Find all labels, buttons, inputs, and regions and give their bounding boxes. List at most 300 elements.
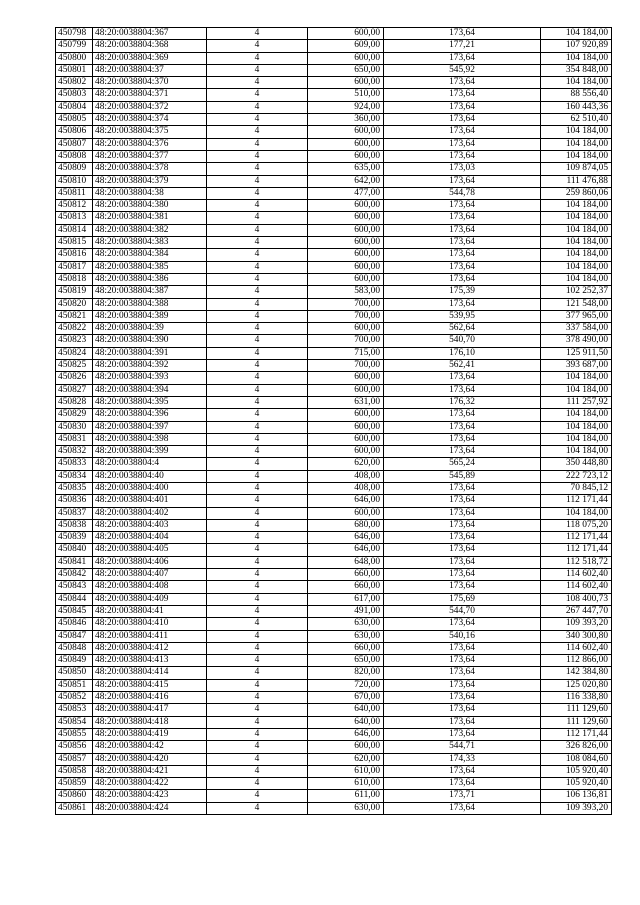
- specific-value-cell: 173,64: [384, 175, 541, 187]
- cadastral-value-table: [55, 27, 612, 815]
- specific-value-cell: 175,39: [384, 286, 541, 298]
- cadastral-value-cell: 142 384,80: [541, 667, 612, 679]
- cadastral-number-cell: 48:20:0038804:400: [93, 482, 207, 494]
- cadastral-value-cell: 107 920,89: [541, 40, 612, 52]
- specific-value-cell: 173,64: [384, 126, 541, 138]
- row-number-cell: 450834: [56, 470, 93, 482]
- cadastral-value-cell: 108 084,60: [541, 753, 612, 765]
- category-cell: 4: [207, 249, 308, 261]
- specific-value-cell: 173,64: [384, 802, 541, 814]
- row-number-cell: 450845: [56, 605, 93, 617]
- table-row: [56, 569, 612, 581]
- table-row: [56, 138, 612, 150]
- cadastral-number-cell: 48:20:0038804:4: [93, 458, 207, 470]
- row-number-cell: 450836: [56, 495, 93, 507]
- category-cell: 4: [207, 605, 308, 617]
- row-number-cell: 450852: [56, 692, 93, 704]
- cadastral-number-cell: 48:20:0038804:384: [93, 249, 207, 261]
- area-cell: 642,00: [308, 175, 384, 187]
- area-cell: 650,00: [308, 64, 384, 76]
- table-row: [56, 679, 612, 691]
- area-cell: 670,00: [308, 692, 384, 704]
- specific-value-cell: 173,64: [384, 507, 541, 519]
- table-row: [56, 433, 612, 445]
- cadastral-value-cell: 125 020,80: [541, 679, 612, 691]
- row-number-cell: 450808: [56, 150, 93, 162]
- specific-value-cell: 173,64: [384, 495, 541, 507]
- cadastral-number-cell: 48:20:0038804:371: [93, 89, 207, 101]
- table-row: [56, 64, 612, 76]
- area-cell: 620,00: [308, 753, 384, 765]
- area-cell: 630,00: [308, 630, 384, 642]
- row-number-cell: 450813: [56, 212, 93, 224]
- category-cell: 4: [207, 421, 308, 433]
- table-row: [56, 519, 612, 531]
- specific-value-cell: 173,64: [384, 28, 541, 40]
- area-cell: 600,00: [308, 150, 384, 162]
- area-cell: 600,00: [308, 237, 384, 249]
- table-row: [56, 372, 612, 384]
- category-cell: 4: [207, 237, 308, 249]
- cadastral-value-cell: 70 845,12: [541, 482, 612, 494]
- row-number-cell: 450844: [56, 593, 93, 605]
- cadastral-value-cell: 104 184,00: [541, 507, 612, 519]
- table-row: [56, 200, 612, 212]
- category-cell: 4: [207, 753, 308, 765]
- cadastral-number-cell: 48:20:0038804:420: [93, 753, 207, 765]
- cadastral-number-cell: 48:20:0038804:376: [93, 138, 207, 150]
- table-row: [56, 101, 612, 113]
- cadastral-value-cell: 104 184,00: [541, 446, 612, 458]
- cadastral-value-cell: 112 171,44: [541, 532, 612, 544]
- area-cell: 600,00: [308, 138, 384, 150]
- table-row: [56, 802, 612, 814]
- cadastral-value-cell: 105 920,40: [541, 778, 612, 790]
- area-cell: 510,00: [308, 89, 384, 101]
- cadastral-number-cell: 48:20:0038804:406: [93, 556, 207, 568]
- cadastral-number-cell: 48:20:0038804:385: [93, 261, 207, 273]
- specific-value-cell: 173,64: [384, 200, 541, 212]
- cadastral-value-cell: 104 184,00: [541, 77, 612, 89]
- area-cell: 680,00: [308, 519, 384, 531]
- table-row: [56, 765, 612, 777]
- cadastral-number-cell: 48:20:0038804:39: [93, 323, 207, 335]
- cadastral-value-cell: 104 184,00: [541, 200, 612, 212]
- cadastral-number-cell: 48:20:0038804:422: [93, 778, 207, 790]
- row-number-cell: 450801: [56, 64, 93, 76]
- row-number-cell: 450833: [56, 458, 93, 470]
- category-cell: 4: [207, 716, 308, 728]
- row-number-cell: 450830: [56, 421, 93, 433]
- row-number-cell: 450841: [56, 556, 93, 568]
- table-row: [56, 581, 612, 593]
- cadastral-value-cell: 104 184,00: [541, 249, 612, 261]
- category-cell: 4: [207, 150, 308, 162]
- row-number-cell: 450820: [56, 298, 93, 310]
- specific-value-cell: 173,64: [384, 556, 541, 568]
- specific-value-cell: 173,64: [384, 237, 541, 249]
- category-cell: 4: [207, 163, 308, 175]
- cadastral-number-cell: 48:20:0038804:41: [93, 605, 207, 617]
- category-cell: 4: [207, 692, 308, 704]
- cadastral-number-cell: 48:20:0038804:383: [93, 237, 207, 249]
- table-row: [56, 507, 612, 519]
- category-cell: 4: [207, 200, 308, 212]
- category-cell: 4: [207, 212, 308, 224]
- table-row: [56, 618, 612, 630]
- row-number-cell: 450832: [56, 446, 93, 458]
- table-row: [56, 77, 612, 89]
- cadastral-value-cell: 104 184,00: [541, 237, 612, 249]
- cadastral-number-cell: 48:20:0038804:394: [93, 384, 207, 396]
- specific-value-cell: 173,64: [384, 89, 541, 101]
- cadastral-number-cell: 48:20:0038804:377: [93, 150, 207, 162]
- category-cell: 4: [207, 728, 308, 740]
- area-cell: 600,00: [308, 224, 384, 236]
- row-number-cell: 450806: [56, 126, 93, 138]
- table-row: [56, 446, 612, 458]
- area-cell: 600,00: [308, 446, 384, 458]
- cadastral-value-cell: 104 184,00: [541, 409, 612, 421]
- cadastral-number-cell: 48:20:0038804:378: [93, 163, 207, 175]
- cadastral-value-cell: 111 476,88: [541, 175, 612, 187]
- area-cell: 700,00: [308, 335, 384, 347]
- category-cell: 4: [207, 28, 308, 40]
- table-row: [56, 482, 612, 494]
- cadastral-value-cell: 104 184,00: [541, 273, 612, 285]
- specific-value-cell: 175,69: [384, 593, 541, 605]
- cadastral-number-cell: 48:20:0038804:423: [93, 790, 207, 802]
- specific-value-cell: 173,64: [384, 150, 541, 162]
- specific-value-cell: 173,64: [384, 581, 541, 593]
- row-number-cell: 450805: [56, 114, 93, 126]
- area-cell: 640,00: [308, 704, 384, 716]
- row-number-cell: 450826: [56, 372, 93, 384]
- category-cell: 4: [207, 101, 308, 113]
- area-cell: 600,00: [308, 212, 384, 224]
- area-cell: 583,00: [308, 286, 384, 298]
- cadastral-value-cell: 104 184,00: [541, 261, 612, 273]
- table-row: [56, 261, 612, 273]
- specific-value-cell: 173,64: [384, 642, 541, 654]
- area-cell: 610,00: [308, 778, 384, 790]
- row-number-cell: 450814: [56, 224, 93, 236]
- area-cell: 600,00: [308, 126, 384, 138]
- row-number-cell: 450807: [56, 138, 93, 150]
- area-cell: 617,00: [308, 593, 384, 605]
- category-cell: 4: [207, 495, 308, 507]
- area-cell: 924,00: [308, 101, 384, 113]
- area-cell: 610,00: [308, 765, 384, 777]
- table-row: [56, 323, 612, 335]
- table-row: [56, 593, 612, 605]
- specific-value-cell: 176,32: [384, 396, 541, 408]
- row-number-cell: 450850: [56, 667, 93, 679]
- area-cell: 600,00: [308, 741, 384, 753]
- area-cell: 620,00: [308, 458, 384, 470]
- specific-value-cell: 562,64: [384, 323, 541, 335]
- area-cell: 700,00: [308, 310, 384, 322]
- table-row: [56, 286, 612, 298]
- cadastral-value-cell: 340 300,80: [541, 630, 612, 642]
- cadastral-number-cell: 48:20:0038804:387: [93, 286, 207, 298]
- specific-value-cell: 173,64: [384, 519, 541, 531]
- table-row: [56, 544, 612, 556]
- area-cell: 477,00: [308, 187, 384, 199]
- cadastral-value-cell: 104 184,00: [541, 150, 612, 162]
- row-number-cell: 450855: [56, 728, 93, 740]
- cadastral-value-cell: 112 518,72: [541, 556, 612, 568]
- table-row: [56, 114, 612, 126]
- cadastral-number-cell: 48:20:0038804:405: [93, 544, 207, 556]
- area-cell: 635,00: [308, 163, 384, 175]
- category-cell: 4: [207, 40, 308, 52]
- cadastral-number-cell: 48:20:0038804:374: [93, 114, 207, 126]
- area-cell: 660,00: [308, 569, 384, 581]
- specific-value-cell: 173,64: [384, 679, 541, 691]
- cadastral-number-cell: 48:20:0038804:398: [93, 433, 207, 445]
- row-number-cell: 450802: [56, 77, 93, 89]
- specific-value-cell: 173,64: [384, 692, 541, 704]
- category-cell: 4: [207, 298, 308, 310]
- table-row: [56, 187, 612, 199]
- cadastral-value-cell: 354 848,00: [541, 64, 612, 76]
- row-number-cell: 450798: [56, 28, 93, 40]
- table-row: [56, 716, 612, 728]
- cadastral-value-cell: 112 171,44: [541, 544, 612, 556]
- specific-value-cell: 173,64: [384, 716, 541, 728]
- specific-value-cell: 173,64: [384, 212, 541, 224]
- specific-value-cell: 176,10: [384, 347, 541, 359]
- cadastral-value-cell: 109 393,20: [541, 618, 612, 630]
- cadastral-value-cell: 104 184,00: [541, 212, 612, 224]
- row-number-cell: 450823: [56, 335, 93, 347]
- table-row: [56, 642, 612, 654]
- cadastral-value-cell: 121 548,00: [541, 298, 612, 310]
- table-row: [56, 212, 612, 224]
- area-cell: 600,00: [308, 52, 384, 64]
- specific-value-cell: 173,64: [384, 372, 541, 384]
- table-row: [56, 28, 612, 40]
- category-cell: 4: [207, 360, 308, 372]
- specific-value-cell: 544,78: [384, 187, 541, 199]
- cadastral-value-cell: 118 075,20: [541, 519, 612, 531]
- cadastral-value-cell: 111 257,92: [541, 396, 612, 408]
- cadastral-value-cell: 109 874,05: [541, 163, 612, 175]
- cadastral-value-cell: 104 184,00: [541, 28, 612, 40]
- row-number-cell: 450817: [56, 261, 93, 273]
- cadastral-value-cell: 378 490,00: [541, 335, 612, 347]
- row-number-cell: 450837: [56, 507, 93, 519]
- specific-value-cell: 173,64: [384, 114, 541, 126]
- cadastral-number-cell: 48:20:0038804:415: [93, 679, 207, 691]
- cadastral-number-cell: 48:20:0038804:411: [93, 630, 207, 642]
- cadastral-number-cell: 48:20:0038804:375: [93, 126, 207, 138]
- specific-value-cell: 562,41: [384, 360, 541, 372]
- category-cell: 4: [207, 532, 308, 544]
- specific-value-cell: 173,64: [384, 261, 541, 273]
- cadastral-value-cell: 62 510,40: [541, 114, 612, 126]
- cadastral-value-cell: 104 184,00: [541, 421, 612, 433]
- table-row: [56, 470, 612, 482]
- category-cell: 4: [207, 741, 308, 753]
- category-cell: 4: [207, 642, 308, 654]
- row-number-cell: 450809: [56, 163, 93, 175]
- specific-value-cell: 173,64: [384, 52, 541, 64]
- category-cell: 4: [207, 273, 308, 285]
- area-cell: 646,00: [308, 495, 384, 507]
- specific-value-cell: 540,70: [384, 335, 541, 347]
- category-cell: 4: [207, 224, 308, 236]
- cadastral-number-cell: 48:20:0038804:409: [93, 593, 207, 605]
- category-cell: 4: [207, 765, 308, 777]
- area-cell: 408,00: [308, 482, 384, 494]
- cadastral-number-cell: 48:20:0038804:399: [93, 446, 207, 458]
- area-cell: 630,00: [308, 618, 384, 630]
- row-number-cell: 450812: [56, 200, 93, 212]
- category-cell: 4: [207, 593, 308, 605]
- row-number-cell: 450846: [56, 618, 93, 630]
- row-number-cell: 450843: [56, 581, 93, 593]
- cadastral-value-cell: 112 866,00: [541, 655, 612, 667]
- cadastral-number-cell: 48:20:0038804:408: [93, 581, 207, 593]
- cadastral-number-cell: 48:20:0038804:403: [93, 519, 207, 531]
- category-cell: 4: [207, 507, 308, 519]
- specific-value-cell: 173,64: [384, 446, 541, 458]
- row-number-cell: 450860: [56, 790, 93, 802]
- area-cell: 600,00: [308, 200, 384, 212]
- table-row: [56, 175, 612, 187]
- cadastral-value-cell: 104 184,00: [541, 433, 612, 445]
- specific-value-cell: 173,64: [384, 667, 541, 679]
- row-number-cell: 450804: [56, 101, 93, 113]
- table-row: [56, 298, 612, 310]
- row-number-cell: 450822: [56, 323, 93, 335]
- row-number-cell: 450835: [56, 482, 93, 494]
- area-cell: 600,00: [308, 273, 384, 285]
- category-cell: 4: [207, 335, 308, 347]
- row-number-cell: 450851: [56, 679, 93, 691]
- row-number-cell: 450861: [56, 802, 93, 814]
- cadastral-number-cell: 48:20:0038804:367: [93, 28, 207, 40]
- area-cell: 631,00: [308, 396, 384, 408]
- row-number-cell: 450839: [56, 532, 93, 544]
- row-number-cell: 450857: [56, 753, 93, 765]
- category-cell: 4: [207, 89, 308, 101]
- category-cell: 4: [207, 482, 308, 494]
- cadastral-value-cell: 104 184,00: [541, 372, 612, 384]
- cadastral-number-cell: 48:20:0038804:393: [93, 372, 207, 384]
- specific-value-cell: 177,21: [384, 40, 541, 52]
- category-cell: 4: [207, 323, 308, 335]
- area-cell: 360,00: [308, 114, 384, 126]
- cadastral-value-cell: 102 252,37: [541, 286, 612, 298]
- specific-value-cell: 565,24: [384, 458, 541, 470]
- table-row: [56, 360, 612, 372]
- cadastral-number-cell: 48:20:0038804:417: [93, 704, 207, 716]
- specific-value-cell: 173,64: [384, 765, 541, 777]
- table-row: [56, 458, 612, 470]
- cadastral-value-cell: 114 602,40: [541, 581, 612, 593]
- category-cell: 4: [207, 433, 308, 445]
- cadastral-value-cell: 106 136,81: [541, 790, 612, 802]
- category-cell: 4: [207, 52, 308, 64]
- table-row: [56, 409, 612, 421]
- cadastral-number-cell: 48:20:0038804:412: [93, 642, 207, 654]
- area-cell: 700,00: [308, 360, 384, 372]
- cadastral-value-cell: 350 448,80: [541, 458, 612, 470]
- cadastral-value-cell: 104 184,00: [541, 138, 612, 150]
- row-number-cell: 450840: [56, 544, 93, 556]
- cadastral-value-cell: 104 184,00: [541, 52, 612, 64]
- table-row: [56, 655, 612, 667]
- specific-value-cell: 173,64: [384, 544, 541, 556]
- cadastral-number-cell: 48:20:0038804:369: [93, 52, 207, 64]
- cadastral-number-cell: 48:20:0038804:401: [93, 495, 207, 507]
- cadastral-number-cell: 48:20:0038804:40: [93, 470, 207, 482]
- area-cell: 648,00: [308, 556, 384, 568]
- specific-value-cell: 173,64: [384, 273, 541, 285]
- table-row: [56, 778, 612, 790]
- specific-value-cell: 544,70: [384, 605, 541, 617]
- table-row: [56, 273, 612, 285]
- table-row: [56, 40, 612, 52]
- category-cell: 4: [207, 310, 308, 322]
- cadastral-value-cell: 160 443,36: [541, 101, 612, 113]
- row-number-cell: 450838: [56, 519, 93, 531]
- specific-value-cell: 173,64: [384, 384, 541, 396]
- category-cell: 4: [207, 126, 308, 138]
- cadastral-value-cell: 104 184,00: [541, 224, 612, 236]
- table-row: [56, 52, 612, 64]
- cadastral-value-cell: 114 602,40: [541, 569, 612, 581]
- cadastral-value-cell: 114 602,40: [541, 642, 612, 654]
- cadastral-number-cell: 48:20:0038804:382: [93, 224, 207, 236]
- category-cell: 4: [207, 409, 308, 421]
- area-cell: 600,00: [308, 261, 384, 273]
- specific-value-cell: 174,33: [384, 753, 541, 765]
- specific-value-cell: 173,64: [384, 532, 541, 544]
- specific-value-cell: 545,89: [384, 470, 541, 482]
- specific-value-cell: 540,16: [384, 630, 541, 642]
- category-cell: 4: [207, 347, 308, 359]
- row-number-cell: 450847: [56, 630, 93, 642]
- cadastral-number-cell: 48:20:0038804:38: [93, 187, 207, 199]
- specific-value-cell: 173,64: [384, 298, 541, 310]
- cadastral-value-cell: 105 920,40: [541, 765, 612, 777]
- row-number-cell: 450799: [56, 40, 93, 52]
- specific-value-cell: 544,71: [384, 741, 541, 753]
- row-number-cell: 450849: [56, 655, 93, 667]
- row-number-cell: 450831: [56, 433, 93, 445]
- cadastral-number-cell: 48:20:0038804:413: [93, 655, 207, 667]
- table-row: [56, 741, 612, 753]
- row-number-cell: 450803: [56, 89, 93, 101]
- cadastral-number-cell: 48:20:0038804:380: [93, 200, 207, 212]
- specific-value-cell: 173,64: [384, 138, 541, 150]
- table-row: [56, 692, 612, 704]
- area-cell: 600,00: [308, 28, 384, 40]
- area-cell: 650,00: [308, 655, 384, 667]
- area-cell: 646,00: [308, 532, 384, 544]
- row-number-cell: 450800: [56, 52, 93, 64]
- table-row: [56, 728, 612, 740]
- area-cell: 646,00: [308, 728, 384, 740]
- category-cell: 4: [207, 778, 308, 790]
- cadastral-value-cell: 125 911,50: [541, 347, 612, 359]
- row-number-cell: 450818: [56, 273, 93, 285]
- area-cell: 660,00: [308, 642, 384, 654]
